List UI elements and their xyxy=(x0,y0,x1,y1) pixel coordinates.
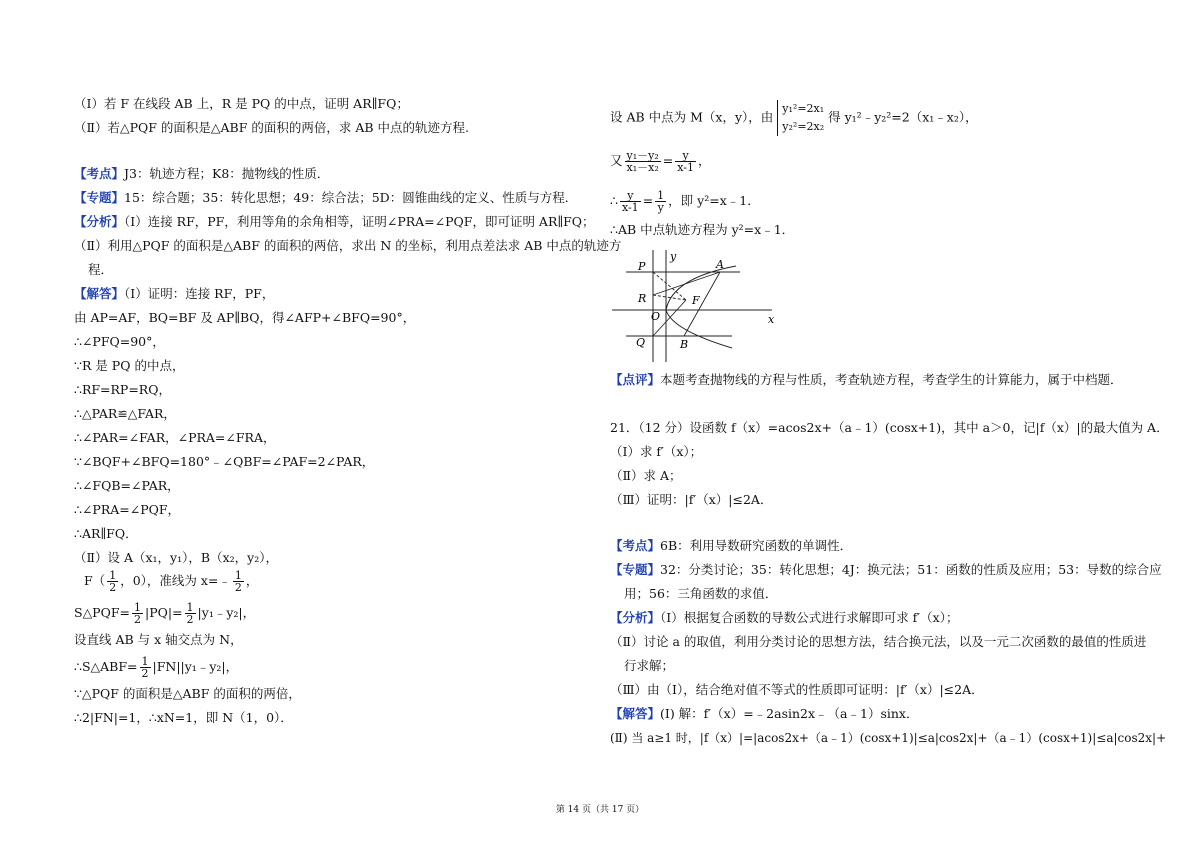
fenxi-line: 【分析】（Ⅰ）根据复合函数的导数公式进行求解即可求 f′（x）； xyxy=(610,610,959,625)
jieda-tag: 【解答】 xyxy=(610,706,661,721)
fenxi-line-2: （Ⅱ）讨论 a 的取值，利用分类讨论的思想方法，结合换元法，以及一元二次函数的最值的性质进 xyxy=(610,634,1147,649)
jieda-line: 【解答】(Ⅰ) 解：f′（x）=﹣2asin2x﹣（a﹣1）sinx． xyxy=(610,706,919,721)
label-x: x xyxy=(768,313,775,326)
zhuanti-line: 【专题】32：分类讨论；35：转化思想；4J：换元法；51：函数的性质及应用；53：导数的综合应 xyxy=(610,562,1162,577)
fraction-half: $\frac{1}{2}$ xyxy=(141,655,149,680)
zhuanti-tag: 【专题】 xyxy=(74,190,125,205)
solution-line: ∴2|FN|=1，∴xN=1，即 N（1，0）． xyxy=(74,710,293,725)
fraction-half: $\frac{1}{2}$ xyxy=(133,601,141,626)
zhuanti-line: 【专题】15：综合题；35：转化思想；49：综合法；5D：圆锥曲线的定义、性质与方程． xyxy=(74,190,578,205)
kaodian-line: 【考点】J3：轨迹方程；K8：抛物线的性质． xyxy=(74,166,330,181)
problem-21-part2: （Ⅱ）求 A； xyxy=(610,468,682,483)
fraction: $\frac{y}{x-1}$ xyxy=(677,149,694,174)
label-y: y xyxy=(670,250,677,263)
jieda-tag: 【解答】 xyxy=(74,286,125,301)
locus-line: ∴AB 中点轨迹方程为 y²=x﹣1． xyxy=(610,222,795,237)
label-a: A xyxy=(716,258,724,271)
parabola-figure xyxy=(612,250,782,362)
page-footer: 第 14 页（共 17 页） xyxy=(555,805,645,815)
fenxi-tag: 【分析】 xyxy=(74,214,125,229)
solution-line: ∴AR∥FQ． xyxy=(74,526,138,541)
label-q: Q xyxy=(636,336,646,349)
zhuanti-tag: 【专题】 xyxy=(610,562,661,577)
fenxi-line-2b: 程． xyxy=(88,262,114,277)
slope-line: 又 $\frac{\text{y₁－y₂}}{\text{x₁－x₂}}$ = $\frac{y}{x-1}$ ， xyxy=(610,149,711,174)
fenxi-line-3: （Ⅲ）由（Ⅰ），结合绝对值不等式的性质即可证明：|f′（x）|≤2A． xyxy=(610,682,984,697)
label-f: F xyxy=(692,294,700,307)
kaodian-tag: 【考点】 xyxy=(74,166,125,181)
problem-21-part3: （Ⅲ）证明：|f′（x）|≤2A． xyxy=(610,492,773,507)
fraction: $\frac{1}{y}$ xyxy=(657,189,665,214)
kaodian-tag: 【考点】 xyxy=(610,538,661,553)
label-p: P xyxy=(638,260,646,273)
problem-21-part1: （Ⅰ）求 f′（x）； xyxy=(610,444,703,459)
solution-line: ∴∠PRA=∠PQF， xyxy=(74,502,181,517)
fenxi-line-2: （Ⅱ）利用△PQF 的面积是△ABF 的面积的两倍，求出 N 的坐标，利用点差法求 AB 中点的轨迹方 xyxy=(74,238,622,253)
area-abf-line: ∴S△ABF= $\frac{1}{2}$ |FN||y₁﹣y₂|， xyxy=(74,655,239,680)
label-o: O xyxy=(651,310,661,323)
zhuanti-line-2: 用；56：三角函数的求值． xyxy=(624,586,778,601)
focus-directrix-line: F（ $\frac{1}{2}$ ，0），准线为 x=﹣ $\frac{1}{2}$ ， xyxy=(84,569,259,594)
midpoint-line: 设 AB 中点为 M（x，y），由 y₁²=2x₁ y₂²=2x₂ 得 y₁²﹣y₂²=2（x₁﹣x₂）， xyxy=(610,100,978,136)
question-part-1: （Ⅰ）若 F 在线段 AB 上，R 是 PQ 的中点，证明 AR∥FQ； xyxy=(74,96,409,111)
dianping-line: 【点评】本题考查抛物线的方程与性质，考查轨迹方程，考查学生的计算能力，属于中档题． xyxy=(610,372,1123,387)
area-pqf-line: S△PQF= $\frac{1}{2}$ |PQ|= $\frac{1}{2}$ |y₁﹣y₂|， xyxy=(74,601,256,626)
problem-21: 21．（12 分）设函数 f（x）=acos2x+（a﹣1）(cosx+1)，其中 a＞0，记|f（x）|的最大值为 A． xyxy=(610,420,1169,435)
solution-line: ∴∠PAR=∠FAR，∠PRA=∠FRA， xyxy=(74,430,276,445)
result-line: ∴ $\frac{y}{x-1}$ = $\frac{1}{y}$ ，即 y²=x﹣1． xyxy=(610,189,760,214)
solution-line: ∵△PQF 的面积是△ABF 的面积的两倍， xyxy=(74,686,301,701)
fraction-half: $\frac{1}{2}$ xyxy=(234,569,242,594)
solution-line: （Ⅱ）设 A（x₁，y₁），B（x₂，y₂）， xyxy=(74,550,278,565)
fraction: $\frac{\text{y₁－y₂}}{\text{x₁－x₂}}$ xyxy=(626,149,659,174)
solution-line: ∴△PAR≌△FAR， xyxy=(74,406,176,421)
fenxi-tag: 【分析】 xyxy=(610,610,661,625)
jieda-line-2: (Ⅱ) 当 a≥1 时，|f（x）|=|acos2x+（a﹣1）(cosx+1)|≤a|cos2x|+（a﹣1）(cosx+1)|≤a|cos2x|+ xyxy=(610,731,1167,745)
segment-ra xyxy=(653,272,720,295)
kaodian-line: 【考点】6B：利用导数研究函数的单调性． xyxy=(610,538,853,553)
jieda-line: 【解答】（Ⅰ）证明：连接 RF，PF， xyxy=(74,286,275,301)
dianping-tag: 【点评】 xyxy=(610,372,661,387)
label-b: B xyxy=(680,338,689,351)
equation-system: y₁²=2x₁ y₂²=2x₂ xyxy=(777,100,824,136)
fraction: $\frac{y}{x-1}$ xyxy=(621,189,639,214)
solution-line: ∵R 是 PQ 的中点， xyxy=(74,358,185,373)
solution-line: 由 AP=AF，BQ=BF 及 AP∥BQ，得∠AFP+∠BFQ=90°， xyxy=(74,310,416,325)
fraction-half: $\frac{1}{2}$ xyxy=(109,569,117,594)
question-part-2: （Ⅱ）若△PQF 的面积是△ABF 的面积的两倍，求 AB 中点的轨迹方程. xyxy=(74,120,470,135)
solution-line: 设直线 AB 与 x 轴交点为 N， xyxy=(74,632,243,647)
solution-line: ∴∠FQB=∠PAR， xyxy=(74,478,180,493)
label-r: R xyxy=(638,292,647,305)
solution-line: ∵∠BQF+∠BFQ=180°﹣∠QBF=∠PAF=2∠PAR， xyxy=(74,454,375,469)
fraction-half: $\frac{1}{2}$ xyxy=(186,601,194,626)
solution-line: ∴∠PFQ=90°， xyxy=(74,334,165,349)
fenxi-line: 【分析】（Ⅰ）连接 RF，PF，利用等角的余角相等，证明∠PRA=∠PQF，即可证明 AR∥FQ； xyxy=(74,214,595,229)
fenxi-line-2b: 行求解； xyxy=(624,658,675,673)
solution-line: ∴RF=RP=RQ， xyxy=(74,382,171,397)
